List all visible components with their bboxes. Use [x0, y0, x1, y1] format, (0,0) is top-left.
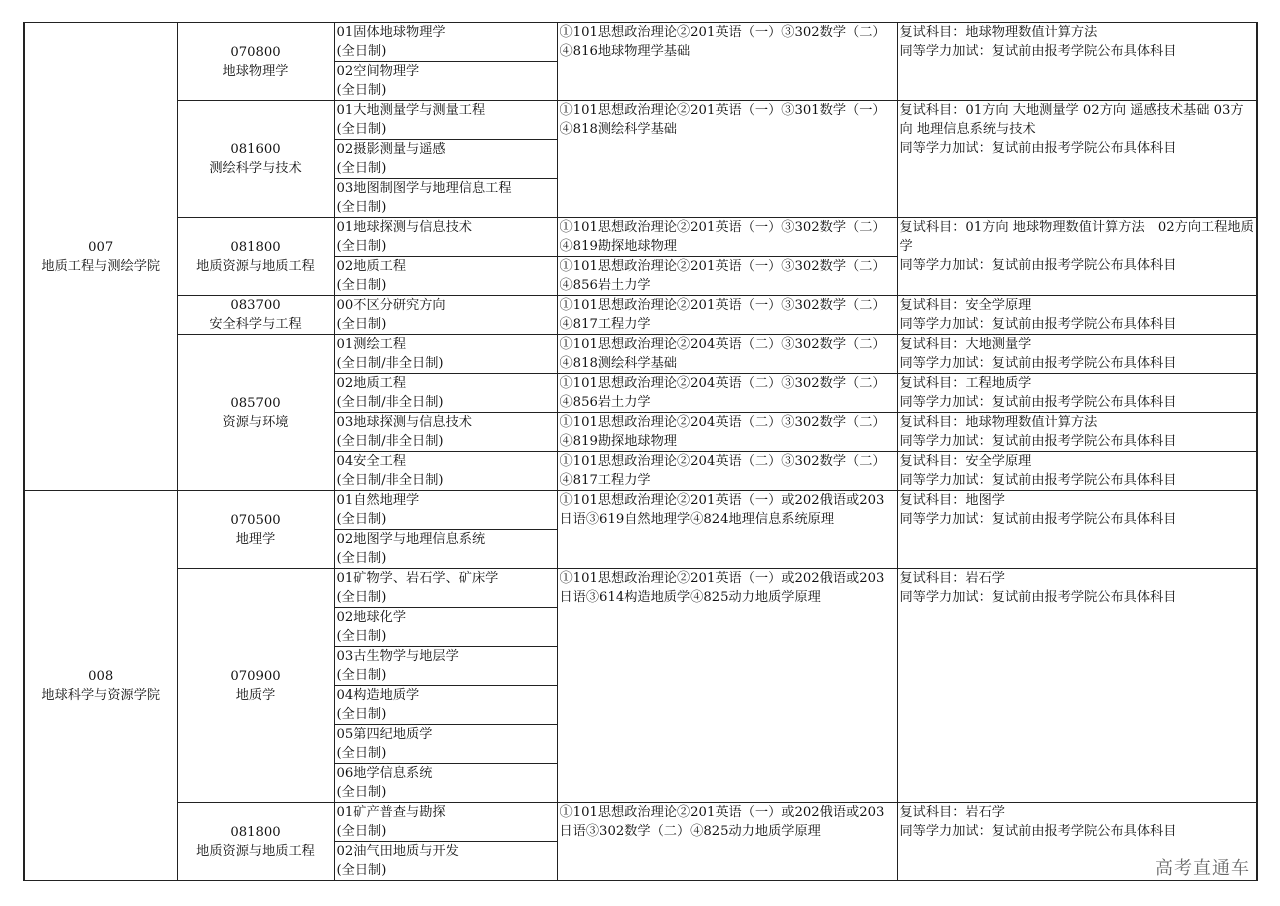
- retest-line: 复试科目：安全学原理: [899, 298, 1032, 313]
- admissions-table: [23, 22, 1258, 881]
- direction-name: 01固体地球物理学: [336, 25, 446, 40]
- retest-line: 复试科目：岩石学: [899, 571, 1005, 586]
- major-cell: [177, 803, 334, 881]
- exam-subjects-cell: ①101思想政治理论②201英语（一）③302数学（二）④819勘探地球物理: [557, 218, 897, 257]
- major-code: 070800: [230, 44, 281, 60]
- retest-line: 同等学力加试：复试前由报考学院公布具体科目: [899, 44, 1177, 59]
- direction-cell: [334, 647, 557, 686]
- table-row: [24, 569, 1257, 608]
- table-row: [24, 23, 1257, 62]
- retest-line: 复试科目：安全学原理: [899, 454, 1032, 469]
- direction-cell: [334, 452, 557, 491]
- exam-subjects-cell: ①101思想政治理论②204英语（二）③302数学（二）④817工程力学: [557, 452, 897, 491]
- retest-line: 复试科目：01方向 地球物理数值计算方法 02方向工程地质学: [899, 220, 1254, 254]
- exam-subjects-cell: ①101思想政治理论②201英语（一）或202俄语或203日语③614构造地质学④825动力地质学原理: [557, 569, 897, 803]
- retest-cell: [897, 335, 1257, 374]
- major-cell: [177, 23, 334, 101]
- study-mode: (全日制/非全日制): [336, 473, 444, 488]
- retest-line: 同等学力加试：复试前由报考学院公布具体科目: [899, 590, 1177, 605]
- study-mode: (全日制): [336, 785, 387, 800]
- department-name: 地球科学与资源学院: [41, 687, 161, 703]
- retest-cell: [897, 413, 1257, 452]
- department-code: 008: [88, 668, 114, 684]
- direction-cell: [334, 764, 557, 803]
- study-mode: (全日制): [336, 629, 387, 644]
- major-code: 081800: [230, 239, 281, 255]
- major-cell: [177, 218, 334, 296]
- direction-cell: [334, 803, 557, 842]
- study-mode: (全日制): [336, 83, 387, 98]
- major-name: 安全科学与工程: [209, 317, 302, 332]
- retest-line: 复试科目：地球物理数值计算方法: [899, 415, 1098, 430]
- direction-name: 01矿物学、岩石学、矿床学: [336, 571, 499, 586]
- retest-cell: [897, 23, 1257, 101]
- direction-name: 01矿产普查与勘探: [336, 805, 446, 820]
- department-cell: [24, 491, 177, 881]
- direction-cell: [334, 608, 557, 647]
- direction-name: 03古生物学与地层学: [336, 649, 459, 664]
- direction-cell: [334, 491, 557, 530]
- table-body: [24, 23, 1257, 881]
- major-code: 070500: [230, 512, 281, 528]
- study-mode: (全日制/非全日制): [336, 434, 444, 449]
- direction-name: 03地球探测与信息技术: [336, 415, 472, 430]
- major-name: 地理学: [235, 531, 276, 547]
- direction-name: 02油气田地质与开发: [336, 844, 459, 859]
- table-row: [24, 335, 1257, 374]
- retest-cell: [897, 218, 1257, 296]
- exam-subjects-cell: ①101思想政治理论②204英语（二）③302数学（二）④819勘探地球物理: [557, 413, 897, 452]
- major-name: 地质学: [235, 687, 276, 703]
- retest-cell: [897, 569, 1257, 803]
- direction-name: 02地质工程: [336, 259, 407, 274]
- retest-cell: [897, 452, 1257, 491]
- direction-name: 06地学信息系统: [336, 766, 433, 781]
- direction-cell: [334, 218, 557, 257]
- retest-line: 同等学力加试：复试前由报考学院公布具体科目: [899, 317, 1177, 332]
- department-name: 地质工程与测绘学院: [41, 258, 161, 274]
- major-code: 081600: [230, 142, 281, 157]
- direction-name: 02地球化学: [336, 610, 407, 625]
- study-mode: (全日制): [336, 668, 387, 683]
- retest-line: 同等学力加试：复试前由报考学院公布具体科目: [899, 356, 1177, 371]
- table-row: [24, 491, 1257, 530]
- study-mode: (全日制/非全日制): [336, 356, 444, 371]
- department-code: 007: [88, 239, 114, 255]
- retest-line: 复试科目：大地测量学: [899, 337, 1032, 352]
- direction-cell: [334, 101, 557, 140]
- direction-name: 02地质工程: [336, 376, 407, 391]
- study-mode: (全日制): [336, 512, 387, 527]
- retest-line: 复试科目：地球物理数值计算方法: [899, 25, 1098, 40]
- major-name: 测绘科学与技术: [209, 161, 302, 176]
- direction-name: 02摄影测量与遥感: [336, 142, 446, 157]
- direction-cell: [334, 530, 557, 569]
- retest-cell: [897, 101, 1257, 218]
- direction-name: 02空间物理学: [336, 64, 420, 79]
- direction-cell: [334, 686, 557, 725]
- study-mode: (全日制): [336, 824, 387, 839]
- exam-subjects-cell: ①101思想政治理论②201英语（一）③301数学（一）④818测绘科学基础: [557, 101, 897, 218]
- watermark: 高考直通车: [1155, 858, 1250, 879]
- major-code: 081800: [230, 824, 281, 840]
- table-row: [24, 218, 1257, 257]
- table-row: [24, 296, 1257, 335]
- direction-cell: [334, 62, 557, 101]
- exam-subjects-cell: ①101思想政治理论②201英语（一）或202俄语或203日语③619自然地理学④824地理信息系统原理: [557, 491, 897, 569]
- direction-cell: [334, 179, 557, 218]
- direction-name: 00不区分研究方向: [336, 298, 446, 313]
- direction-name: 04安全工程: [336, 454, 407, 469]
- direction-cell: [334, 725, 557, 764]
- study-mode: (全日制): [336, 551, 387, 566]
- major-code: 070900: [230, 668, 281, 684]
- direction-name: 04构造地质学: [336, 688, 420, 703]
- major-name: 地质资源与地质工程: [196, 843, 315, 859]
- major-code: 085700: [230, 395, 281, 411]
- retest-line: 复试科目：岩石学: [899, 805, 1005, 820]
- retest-cell: [897, 491, 1257, 569]
- exam-subjects-cell: ①101思想政治理论②201英语（一）③302数学（二）④856岩土力学: [557, 257, 897, 296]
- direction-name: 05第四纪地质学: [336, 727, 433, 742]
- study-mode: (全日制): [336, 44, 387, 59]
- direction-cell: [334, 374, 557, 413]
- study-mode: (全日制): [336, 590, 387, 605]
- major-cell: [177, 491, 334, 569]
- retest-cell: [897, 374, 1257, 413]
- major-cell: [177, 296, 334, 335]
- study-mode: (全日制): [336, 863, 387, 878]
- direction-name: 01测绘工程: [336, 337, 407, 352]
- major-name: 资源与环境: [222, 414, 289, 430]
- retest-line: 同等学力加试：复试前由报考学院公布具体科目: [899, 473, 1177, 488]
- study-mode: (全日制/非全日制): [336, 395, 444, 410]
- study-mode: (全日制): [336, 200, 387, 215]
- retest-line: 同等学力加试：复试前由报考学院公布具体科目: [899, 824, 1177, 839]
- retest-line: 同等学力加试：复试前由报考学院公布具体科目: [899, 258, 1177, 273]
- direction-cell: [334, 842, 557, 881]
- direction-name: 02地图学与地理信息系统: [336, 532, 486, 547]
- retest-line: 复试科目：01方向 大地测量学 02方向 遥感技术基础 03方向 地理信息系统与技术: [899, 103, 1244, 137]
- exam-subjects-cell: ①101思想政治理论②204英语（二）③302数学（二）④856岩土力学: [557, 374, 897, 413]
- retest-line: 同等学力加试：复试前由报考学院公布具体科目: [899, 395, 1177, 410]
- direction-cell: [334, 335, 557, 374]
- study-mode: (全日制): [336, 122, 387, 137]
- exam-subjects-cell: ①101思想政治理论②201英语（一）③302数学（二）④816地球物理学基础: [557, 23, 897, 101]
- exam-subjects-cell: ①101思想政治理论②201英语（一）或202俄语或203日语③302数学（二）④825动力地质学原理: [557, 803, 897, 881]
- department-cell: [24, 23, 177, 491]
- direction-name: 01大地测量学与测量工程: [336, 103, 486, 118]
- direction-name: 01自然地理学: [336, 493, 420, 508]
- retest-cell: [897, 296, 1257, 335]
- major-cell: [177, 569, 334, 803]
- retest-line: 复试科目：工程地质学: [899, 376, 1032, 391]
- study-mode: (全日制): [336, 317, 387, 332]
- study-mode: (全日制): [336, 161, 387, 176]
- direction-cell: [334, 569, 557, 608]
- major-cell: [177, 335, 334, 491]
- table-row: [24, 101, 1257, 140]
- retest-line: 同等学力加试：复试前由报考学院公布具体科目: [899, 434, 1177, 449]
- direction-cell: [334, 23, 557, 62]
- study-mode: (全日制): [336, 707, 387, 722]
- retest-line: 同等学力加试：复试前由报考学院公布具体科目: [899, 141, 1177, 156]
- direction-cell: [334, 140, 557, 179]
- direction-cell: [334, 413, 557, 452]
- major-cell: [177, 101, 334, 218]
- study-mode: (全日制): [336, 746, 387, 761]
- major-code: 083700: [230, 298, 281, 313]
- direction-cell: [334, 296, 557, 335]
- direction-cell: [334, 257, 557, 296]
- study-mode: (全日制): [336, 278, 387, 293]
- direction-name: 01地球探测与信息技术: [336, 220, 472, 235]
- major-name: 地球物理学: [222, 63, 289, 79]
- major-name: 地质资源与地质工程: [196, 258, 315, 274]
- table-row: [24, 803, 1257, 842]
- exam-subjects-cell: ①101思想政治理论②204英语（二）③302数学（二）④818测绘科学基础: [557, 335, 897, 374]
- exam-subjects-cell: ①101思想政治理论②201英语（一）③302数学（二）④817工程力学: [557, 296, 897, 335]
- direction-name: 03地图制图学与地理信息工程: [336, 181, 512, 196]
- retest-line: 同等学力加试：复试前由报考学院公布具体科目: [899, 512, 1177, 527]
- study-mode: (全日制): [336, 239, 387, 254]
- retest-line: 复试科目：地图学: [899, 493, 1005, 508]
